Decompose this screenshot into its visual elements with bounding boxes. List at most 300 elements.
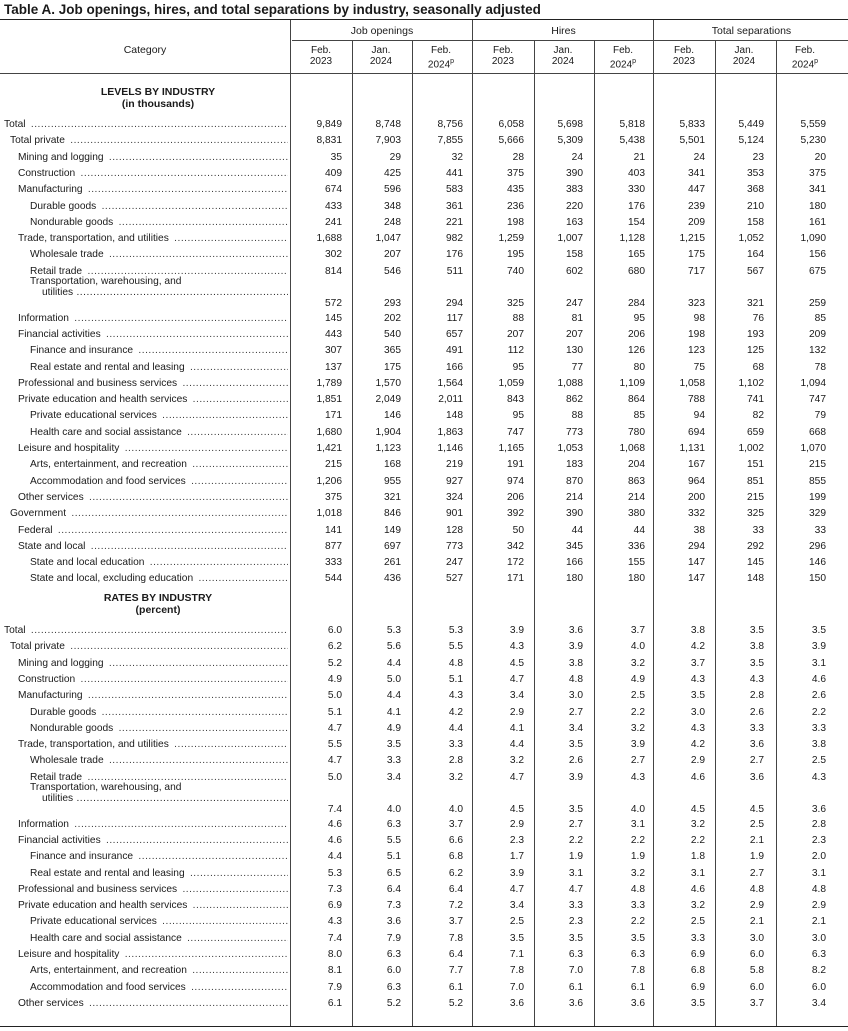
table-row [0,410,848,426]
row-label-text: State and local education [30,557,145,569]
row-label [0,674,288,690]
table-cell: 307 [325,345,342,357]
table-cell: 3.6 [749,771,764,783]
table-cell: 24 [571,151,583,163]
table-cell: 2.9 [509,818,524,830]
table-cell: 88 [512,312,524,324]
table-cell: 2.9 [509,706,524,718]
table-cell: 156 [809,249,826,261]
row-label-line1: Transportation, warehousing, and [30,276,182,287]
table-cell: 3.6 [386,916,401,928]
table-cell: 863 [628,475,645,487]
table-row [0,933,848,949]
table-cell: 293 [384,297,401,309]
table-cell: 4.5 [509,803,524,815]
table-cell: 5.6 [386,641,401,653]
table-cell: 680 [628,265,645,277]
table-cell: 7.0 [509,981,524,993]
table-cell: 3.3 [749,722,764,734]
table-cell: 5.0 [386,673,401,685]
table-cell: 148 [446,410,463,422]
table-row [0,201,848,217]
table-cell: 3.9 [509,625,524,636]
table-cell: 3.0 [811,932,826,944]
table-cell: 1,090 [800,233,826,245]
table-cell: 6.3 [811,949,826,960]
table-row [0,249,848,265]
table-cell: 596 [384,184,401,196]
table-cell: 4.7 [509,883,524,895]
table-cell: 151 [747,459,764,471]
row-label [0,217,288,233]
row-label [0,782,288,804]
row-label-text: Total private [10,641,65,653]
month-header [352,45,410,67]
row-label [0,982,288,998]
table-cell: 7.0 [568,965,583,977]
table-cell: 1,018 [316,508,342,520]
table-cell: 2.2 [568,834,583,846]
table-cell: 435 [507,184,524,196]
table-cell: 409 [325,167,342,179]
table-cell: 35 [330,151,342,163]
preliminary-marker: p [814,58,819,65]
preliminary-marker: p [632,58,637,65]
month-year: 2023 [672,56,696,67]
row-label-text: Professional and business services [18,883,178,895]
table-cell: 3.7 [448,818,463,830]
table-cell: 5.5 [448,641,463,653]
table-cell: 4.4 [386,690,401,702]
table-cell: 3.8 [568,657,583,669]
table-cell: 193 [747,328,764,340]
table-cell: 247 [566,297,583,309]
table-cell: 164 [747,249,764,261]
table-cell: 146 [809,557,826,569]
table-cell: 259 [809,297,826,309]
table-cell: 2.7 [568,706,583,718]
table-cell: 248 [384,216,401,228]
table-cell: 176 [446,249,463,261]
table-cell: 4.7 [509,771,524,783]
table-row [0,835,848,851]
row-label [0,276,288,298]
table-cell: 353 [747,167,764,179]
table-cell: 657 [446,328,463,340]
table-cell: 1,165 [498,443,524,454]
month-name: Jan. [371,45,391,56]
table-cell: 75 [693,361,705,373]
row-label [0,152,288,168]
table-cell: 2.9 [811,900,826,912]
table-cell: 296 [809,540,826,552]
table-cell: 341 [688,167,705,179]
table-cell: 583 [446,184,463,196]
table-cell: 3.2 [630,722,645,734]
month-header [776,45,834,70]
table-cell: 717 [688,265,705,277]
month-name: Feb. [794,45,815,56]
table-cell: 5,698 [557,119,583,130]
table-cell: 1,123 [375,443,401,454]
row-label [0,427,288,443]
table-cell: 2.0 [811,851,826,863]
header-rule [292,40,848,41]
table-cell: 3.9 [811,641,826,653]
table-cell: 168 [384,459,401,471]
table-cell: 5.0 [327,771,342,783]
month-year: 2024 [791,59,815,71]
table-cell: 365 [384,345,401,357]
preliminary-marker: p [450,58,455,65]
row-label-text: Real estate and rental and leasing [30,867,185,879]
table-cell: 447 [688,184,705,196]
table-cell: 567 [747,265,764,277]
row-label-text: Accommodation and food services [30,475,186,487]
table-cell: 221 [446,216,463,228]
row-label [0,690,288,706]
table-cell: 4.3 [448,690,463,702]
bottom-rule [0,1026,848,1027]
table-cell: 4.0 [630,803,645,815]
row-label-text: Arts, entertainment, and recreation [30,459,187,471]
table-cell: 2.8 [749,690,764,702]
table-cell: 44 [633,524,645,536]
row-label-text: Other services [18,491,84,503]
row-label [0,378,288,394]
table-row [0,949,848,965]
table-cell: 175 [384,361,401,373]
table-row [0,313,848,329]
table-cell: 6.3 [386,818,401,830]
table-cell: 982 [446,233,463,245]
table-cell: 325 [747,508,764,520]
table-cell: 1,570 [375,377,401,389]
table-cell: 5.2 [386,997,401,1009]
table-cell: 8,756 [437,119,463,130]
table-cell: 2.2 [690,834,705,846]
table-cell: 95 [512,410,524,422]
row-label [0,184,288,200]
table-cell: 147 [688,557,705,569]
table-cell: 4.6 [327,834,342,846]
table-cell: 4.8 [448,657,463,669]
table-cell: 161 [809,216,826,228]
table-cell: 323 [688,297,705,309]
row-label-text: Arts, entertainment, and recreation [30,965,187,977]
table-cell: 78 [814,361,826,373]
table-cell: 209 [809,328,826,340]
table-cell: 4.3 [749,673,764,685]
table-cell: 206 [628,328,645,340]
table-cell: 5.3 [448,625,463,636]
table-cell: 284 [628,297,645,309]
table-row [0,394,848,410]
table-row [0,329,848,345]
table-cell: 6.0 [811,981,826,993]
table-cell: 207 [507,328,524,340]
row-label [0,525,288,541]
group-header: Job openings [350,25,414,37]
table-cell: 302 [325,249,342,261]
table-row [0,625,848,641]
table-cell: 741 [747,394,764,406]
table-cell: 204 [628,459,645,471]
table-cell: 2.6 [811,690,826,702]
table-row [0,443,848,459]
table-cell: 141 [325,524,342,536]
table-cell: 1,259 [498,233,524,245]
table-row [0,378,848,394]
row-label [0,410,288,426]
table-cell: 137 [325,361,342,373]
table-cell: 375 [325,491,342,503]
row-label-line2: utilities [42,793,74,804]
table-row [0,884,848,900]
table-cell: 1,052 [738,233,764,245]
row-label-text: Private education and health services [18,394,188,406]
row-label-text: Retail trade [30,771,83,783]
table-cell: 773 [566,426,583,438]
table-cell: 4.7 [568,883,583,895]
table-cell: 342 [507,540,524,552]
table-cell: 8.0 [327,949,342,960]
table-cell: 1,047 [375,233,401,245]
table-cell: 3.4 [509,690,524,702]
table-cell: 21 [633,151,645,163]
table-cell: 336 [628,540,645,552]
table-cell: 98 [693,312,705,324]
table-cell: 4.5 [690,803,705,815]
table-cell: 2.5 [690,916,705,928]
table-cell: 82 [752,410,764,422]
table-cell: 1,102 [738,377,764,389]
table-cell: 4.2 [690,641,705,653]
row-label-text: Construction [18,167,76,179]
table-cell: 2.8 [811,818,826,830]
table-cell: 195 [507,249,524,261]
table-cell: 94 [693,410,705,422]
table-cell: 846 [384,508,401,520]
table-cell: 433 [325,200,342,212]
table-cell: 166 [566,557,583,569]
table-cell: 202 [384,312,401,324]
table-cell: 4.4 [448,722,463,734]
table-cell: 3.2 [690,818,705,830]
table-cell: 206 [507,491,524,503]
table-cell: 2.5 [509,916,524,928]
table-cell: 1,680 [316,426,342,438]
table-row [0,168,848,184]
table-cell: 3.6 [811,803,826,815]
table-cell: 7.4 [327,803,342,815]
row-label-text: Total private [10,135,65,147]
row-label-text: Financial activities [18,834,101,846]
table-cell: 166 [446,361,463,373]
table-cell: 3.5 [690,690,705,702]
table-cell: 2.1 [811,916,826,928]
row-label [0,707,288,723]
table-cell: 6.1 [327,997,342,1009]
table-cell: 7.8 [630,965,645,977]
section-title [88,592,228,616]
table-cell: 3.5 [568,739,583,751]
table-cell: 392 [507,508,524,520]
table-cell: 380 [628,508,645,520]
table-cell: 345 [566,540,583,552]
table-row [0,362,848,378]
top-rule [0,19,848,20]
row-label [0,508,288,524]
table-cell: 6.8 [690,965,705,977]
month-year: 2024 [609,59,633,71]
table-cell: 3.5 [386,739,401,751]
table-cell: 1,007 [557,233,583,245]
table-cell: 4.3 [509,641,524,653]
table-cell: 123 [688,345,705,357]
table-cell: 126 [628,345,645,357]
table-cell: 33 [752,524,764,536]
table-cell: 2.2 [811,706,826,718]
table-cell: 2.1 [749,916,764,928]
table-cell: 165 [628,249,645,261]
row-label-text: State and local, excluding education [30,573,194,585]
table-cell: 375 [809,167,826,179]
table-cell: 241 [325,216,342,228]
table-cell: 6.3 [386,981,401,993]
table-cell: 1,094 [800,377,826,389]
section-title-unit: (in thousands) [121,98,195,110]
row-label-text: State and local [18,540,86,552]
month-year: 2024 [427,59,451,71]
table-cell: 149 [384,524,401,536]
table-cell: 1,068 [619,443,645,454]
table-cell: 870 [566,475,583,487]
table-cell: 1,002 [738,443,764,454]
table-row [0,135,848,151]
table-cell: 3.7 [630,625,645,636]
row-label [0,119,288,135]
table-cell: 321 [384,491,401,503]
table-cell: 5.5 [327,739,342,751]
table-cell: 788 [688,394,705,406]
table-cell: 132 [809,345,826,357]
table-cell: 6.3 [386,949,401,960]
table-cell: 3.7 [749,997,764,1009]
row-label-text: Private education and health services [18,900,188,912]
table-cell: 3.3 [690,932,705,944]
table-cell: 4.9 [630,673,645,685]
row-label [0,723,288,739]
table-cell: 6.8 [448,851,463,863]
table-row [0,217,848,233]
table-cell: 7.4 [327,932,342,944]
table-cell: 851 [747,475,764,487]
table-cell: 341 [809,184,826,196]
table-cell: 3.4 [568,722,583,734]
row-label-text: Mining and logging [18,657,104,669]
row-label [0,965,288,981]
table-cell: 1,053 [557,443,583,454]
table-cell: 325 [507,297,524,309]
table-cell: 1,088 [557,377,583,389]
table-cell: 146 [384,410,401,422]
table-cell: 964 [688,475,705,487]
table-cell: 207 [384,249,401,261]
row-label [0,492,288,508]
row-label-text: Health care and social assistance [30,932,182,944]
row-label-text: Durable goods [30,200,97,212]
table-cell: 207 [566,328,583,340]
table-cell: 180 [566,573,583,585]
table-cell: 368 [747,184,764,196]
table-row [0,674,848,690]
table-row [0,755,848,771]
table-cell: 2.5 [749,818,764,830]
group-header: Hires [551,25,576,37]
table-cell: 4.8 [630,883,645,895]
table-cell: 3.9 [630,739,645,751]
table-cell: 3.3 [811,722,826,734]
table-cell: 927 [446,475,463,487]
table-row [0,868,848,884]
table-cell: 145 [325,312,342,324]
row-label-text: Manufacturing [18,184,83,196]
table-cell: 79 [814,410,826,422]
month-header [292,45,350,67]
table-cell: 329 [809,508,826,520]
table-cell: 2.2 [630,706,645,718]
table-row [0,900,848,916]
table-cell: 8.1 [327,965,342,977]
section-title [88,86,228,110]
table-cell: 2.9 [690,755,705,767]
table-cell: 150 [809,573,826,585]
table-row [0,119,848,135]
row-label [0,459,288,475]
table-cell: 4.8 [811,883,826,895]
table-cell: 7.3 [327,883,342,895]
row-label [0,868,288,884]
table-cell: 491 [446,345,463,357]
month-year: 2024 [732,56,756,67]
table-cell: 29 [389,151,401,163]
table-cell: 128 [446,524,463,536]
table-cell: 3.0 [749,932,764,944]
row-label-text: Professional and business services [18,377,178,389]
month-name: Jan. [734,45,754,56]
table-cell: 294 [446,297,463,309]
table-cell: 1,904 [375,426,401,438]
table-cell: 180 [809,200,826,212]
table-cell: 974 [507,475,524,487]
table-cell: 321 [747,297,764,309]
table-cell: 2.7 [568,818,583,830]
table-cell: 3.2 [509,755,524,767]
row-label [0,819,288,835]
table-cell: 3.1 [811,867,826,879]
table-cell: 7,855 [437,135,463,147]
row-label-text: Trade, transportation, and utilities [18,739,169,751]
row-label [0,884,288,900]
table-cell: 6.0 [327,625,342,636]
table-cell: 1,128 [619,233,645,245]
table-cell: 8,748 [375,119,401,130]
table-row [0,916,848,932]
table-cell: 8.2 [811,965,826,977]
row-label [0,573,288,589]
month-header [594,45,652,70]
